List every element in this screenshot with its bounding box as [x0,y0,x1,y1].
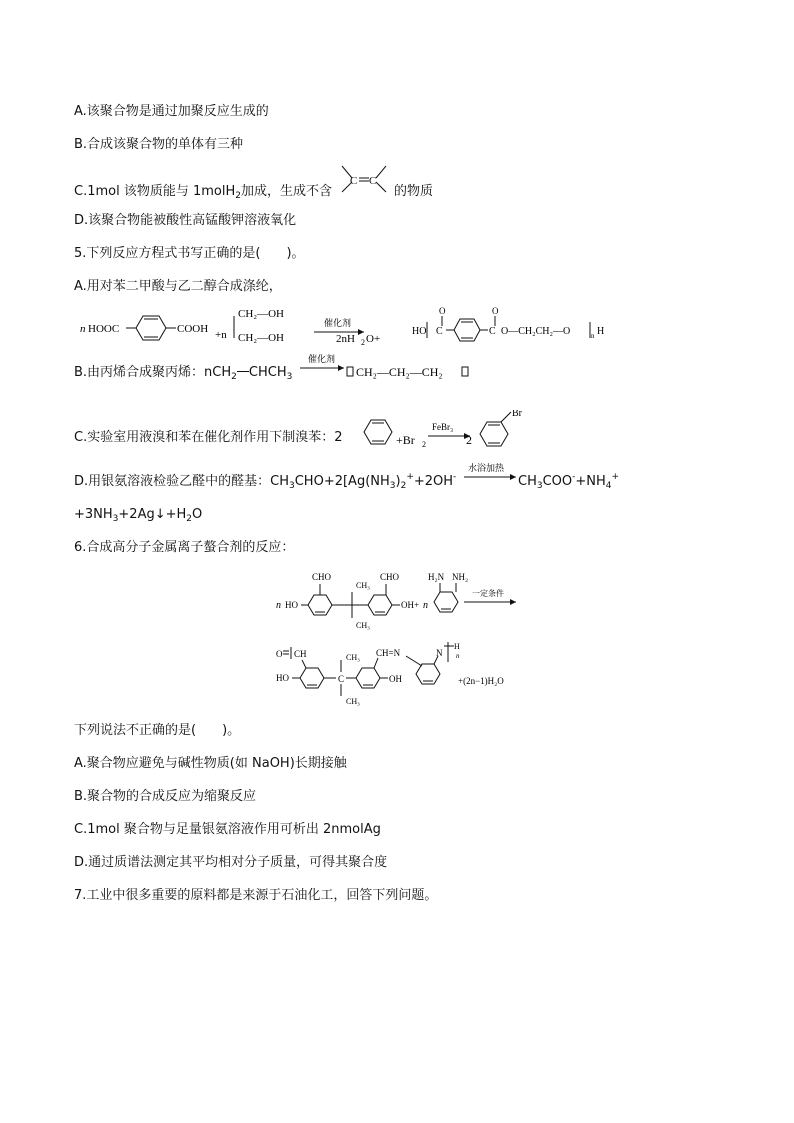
svg-text:CH: CH [294,649,307,659]
q5-option-c: C.实验室用液溴和苯在催化剂作用下制溴苯：2 [74,430,343,445]
svg-text:CHO: CHO [380,572,400,582]
svg-text:HOOC: HOOC [88,323,120,335]
q7-stem: 7.工业中很多重要的原料都是来源于石油化工，回答下列问题。 [74,888,438,903]
q6-sub-stem: 下列说法不正确的是( )。 [74,723,241,738]
alkene-structure [336,162,392,202]
svg-text:OH+: OH+ [401,600,420,610]
svg-text:H: H [597,326,605,337]
svg-text:2: 2 [361,338,365,347]
q6-stem: 6.合成高分子金属离子螯合剂的反应： [74,540,295,555]
svg-text:O+: O+ [366,333,381,345]
svg-text:一定条件: 一定条件 [472,589,504,598]
svg-text:+n: +n [215,329,227,341]
svg-text:n: n [423,600,428,611]
svg-text:HO: HO [276,673,289,683]
svg-text:2: 2 [422,440,426,449]
svg-text:H: H [454,642,460,651]
svg-text:O: O [492,306,499,316]
svg-text:CH₃: CH₃ [346,697,360,706]
svg-text:C: C [489,326,496,337]
svg-text:C: C [369,175,377,187]
q5-option-a: A.用对苯二甲酸与乙二醇合成涤纶， [74,279,282,294]
svg-text:N: N [436,648,443,658]
svg-text:O: O [439,306,446,316]
q4-option-c: C.1mol 该物质能与 1molH$_2$加成，生成不含 [74,184,332,201]
svg-text:n: n [80,323,86,335]
svg-text:催化剂: 催化剂 [308,354,336,364]
svg-text:CH₂—OH: CH₂—OH [238,332,285,344]
q6-reaction-scheme [272,562,532,710]
q6-option-a: A.聚合物应避免与碱性物质(如 NaOH)长期接触 [74,756,347,771]
svg-text:O—CH₂CH₂—O: O—CH₂CH₂—O [501,326,571,337]
svg-text:C: C [350,175,358,187]
q5-stem: 5.下列反应方程式书写正确的是( )。 [74,246,305,261]
svg-text:C: C [338,674,345,684]
svg-text:H₂N: H₂N [428,572,445,582]
svg-text:NH₂: NH₂ [452,572,469,582]
svg-text:n: n [591,332,595,340]
q5-option-d: D.用银氨溶液检验乙醛中的醛基：$CH_3CHO+2[Ag(NH_3)_2^++2OH^-$ [74,472,457,491]
svg-text:+Br: +Br [396,433,415,447]
svg-text:O: O [276,649,283,659]
q5b-arrow-product [298,352,476,382]
q5d-arrow [462,462,518,486]
svg-text:CH₂—OH: CH₂—OH [238,308,285,320]
q5-option-b: B.由丙烯合成聚丙烯：nCH$_2$ $CHCH_3$ [74,365,293,382]
svg-text:CH₃: CH₃ [346,653,360,662]
svg-text:CH₂—CH₂—CH₂: CH₂—CH₂—CH₂ [356,365,443,379]
svg-text:CH₃: CH₃ [356,621,370,630]
svg-text:Br: Br [512,410,522,419]
svg-text:COOH: COOH [177,323,209,335]
q6-option-b: B.聚合物的合成反应为缩聚反应 [74,789,257,804]
q4-option-b: B.合成该聚合物的单体有三种 [74,137,244,152]
q4-option-c-tail: 的物质 [394,184,434,199]
svg-text:+(2n−1)H₂O: +(2n−1)H₂O [458,676,504,686]
svg-text:2nH: 2nH [336,333,355,345]
q6-option-d: D.通过质谱法测定其平均相对分子质量，可得其聚合度 [74,855,388,870]
q4-option-d: D.该聚合物能被酸性高锰酸钾溶液氧化 [74,213,297,228]
svg-text:催化剂: 催化剂 [324,318,352,328]
q5-option-d-line2: $+3NH_3+2Ag↓+H_2O$ [74,507,203,524]
q5c-equation [360,410,620,450]
q5-option-d-products: $CH_3COO^-+NH_4^+$ [518,472,620,491]
q5a-equation [74,302,614,352]
svg-text:C: C [436,326,443,337]
q6-option-c: C.1mol 聚合物与足量银氨溶液作用可析出 2nmolAg [74,822,381,837]
svg-text:n: n [456,652,460,660]
svg-text:HO: HO [285,600,298,610]
svg-text:2: 2 [466,433,472,447]
svg-text:HO: HO [412,326,427,337]
q4-option-a: A.该聚合物是通过加聚反应生成的 [74,104,269,119]
svg-text:OH: OH [389,674,402,684]
svg-text:CHO: CHO [312,572,332,582]
svg-text:CH₃: CH₃ [356,581,370,590]
svg-text:CH=N: CH=N [376,648,401,658]
svg-text:n: n [276,600,281,611]
svg-text:水浴加热: 水浴加热 [468,463,505,473]
svg-text:FeBr₃: FeBr₃ [432,422,454,432]
